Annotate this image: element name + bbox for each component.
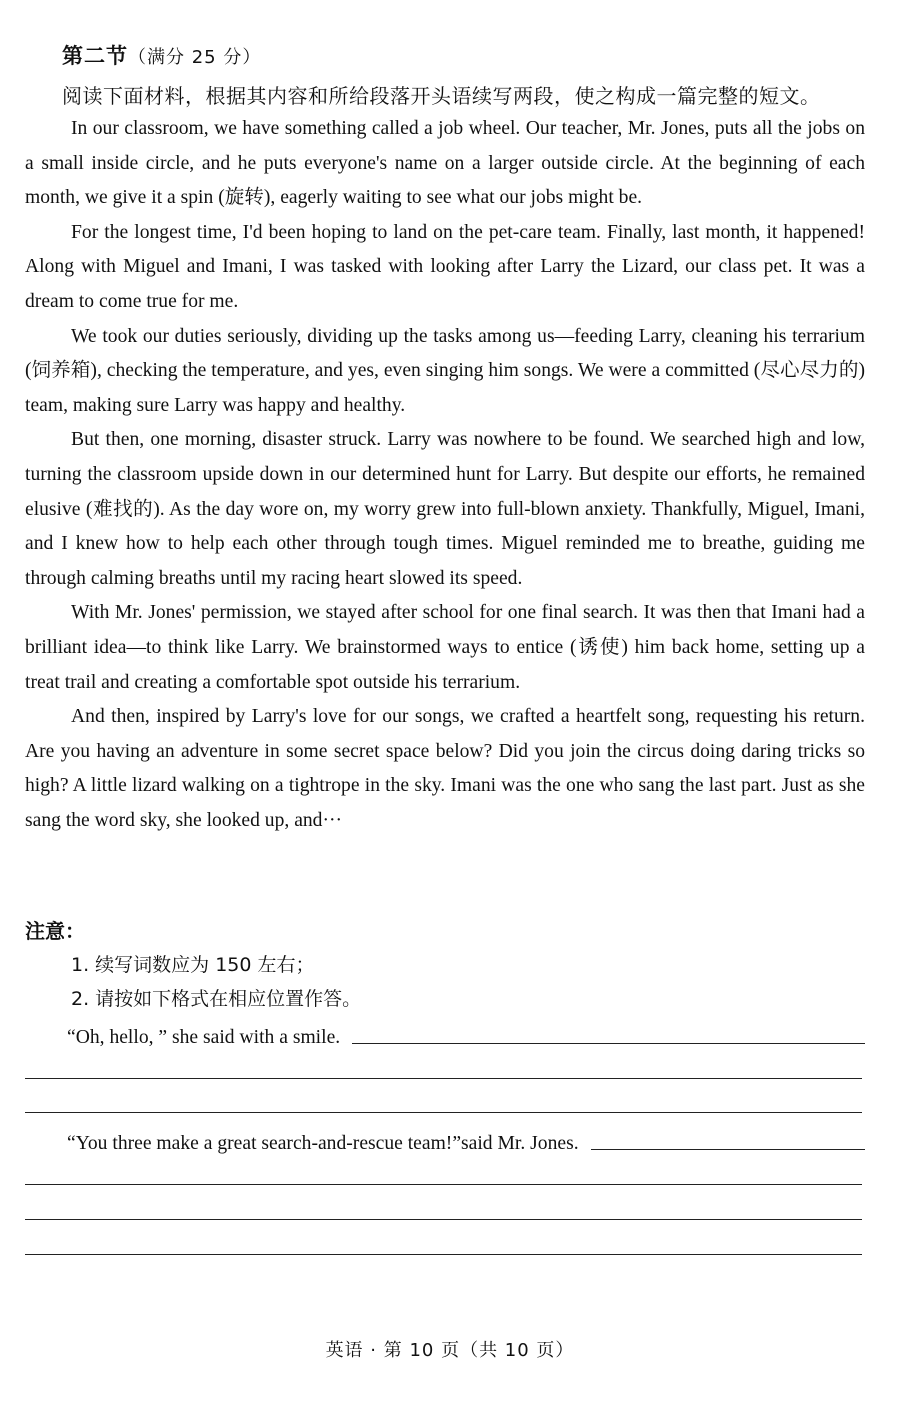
notes-section: [25, 914, 865, 1016]
passage-paragraph: We took our duties seriously, dividing up the tasks among us—feeding Larry, cleaning his terrarium (饲养箱), checking the temperature, and yes, even singing him songs. We were a committed (尽心尽力的) team, making sure Larry was happy and healthy.: [25, 325, 865, 416]
passage-paragraph: And then, inspired by Larry's love for our songs, we crafted a heartfelt song, requesting his return. Are you having an adventure in some secret space below? Did you join the circus doing daring tricks so high? A little lizard walking on a tightrope in the sky. Imani was the one who sang the last part. Just as she sang the word sky, she looked up, and···: [25, 706, 865, 831]
task-instruction: 阅读下面材料，根据其内容和所给段落开头语续写两段，使之构成一篇完整的短文。: [62, 84, 821, 108]
paragraph2-opening: “You three make a great search-and-rescue team!”said Mr. Jones.: [67, 1133, 579, 1154]
paragraph1-prompt-line[interactable]: [25, 1018, 865, 1052]
paragraph2-prompt-line[interactable]: [25, 1124, 865, 1158]
answer-blank[interactable]: [591, 1148, 865, 1150]
paragraph1-opening: “Oh, hello, ” she said with a smile.: [67, 1027, 341, 1048]
passage-paragraph: With Mr. Jones' permission, we stayed after school for one final search. It was then that Imani had a brilliant idea—to think like Larry. We brainstormed ways to entice (诱使) him back home, setting up a treat trail and creating a comfortable spot outside his terrarium.: [25, 602, 865, 693]
answer-line[interactable]: [25, 1078, 862, 1079]
passage-paragraph: For the longest time, I'd been hoping to land on the pet-care team. Finally, last month, it happened! Along with Miguel and Imani, I was tasked with looking after Larry the Lizard, our class pet. It was a dream to come true for me.: [25, 221, 865, 312]
reading-passage: [25, 112, 865, 838]
notes-title: 注意：: [25, 919, 85, 943]
page-footer: 英语 · 第 10 页（共 10 页）: [325, 1340, 575, 1361]
answer-line[interactable]: [25, 1254, 862, 1255]
answer-line[interactable]: [25, 1219, 862, 1220]
section-title-text: 第二节: [62, 44, 128, 68]
answer-line[interactable]: [25, 1112, 862, 1113]
section-title: [62, 40, 261, 70]
note-item-format: 2. 请按如下格式在相应位置作答。: [71, 988, 362, 1010]
answer-blank[interactable]: [352, 1042, 865, 1044]
score-note: （满分 25 分）: [128, 47, 262, 68]
passage-paragraph: But then, one morning, disaster struck. Larry was nowhere to be found. We searched high and low, turning the classroom upside down in our determined hunt for Larry. But despite our efforts, he remained elusive (难找的). As the day wore on, my worry grew into full-blown anxiety. Thankfully, Miguel, Imani, and I knew how to help each other through tough times. Miguel reminded me to breathe, guiding me through calming breaths until my racing heart slowed its speed.: [25, 429, 865, 589]
note-item-word-count: 1. 续写词数应为 150 左右；: [71, 954, 315, 976]
passage-paragraph: In our classroom, we have something called a job wheel. Our teacher, Mr. Jones, puts all the jobs on a small inside circle, and he puts everyone's name on a larger outside circle. At the beginning of each month, we give it a spin (旋转), eagerly waiting to see what our jobs might be.: [25, 118, 865, 209]
answer-line[interactable]: [25, 1184, 862, 1185]
